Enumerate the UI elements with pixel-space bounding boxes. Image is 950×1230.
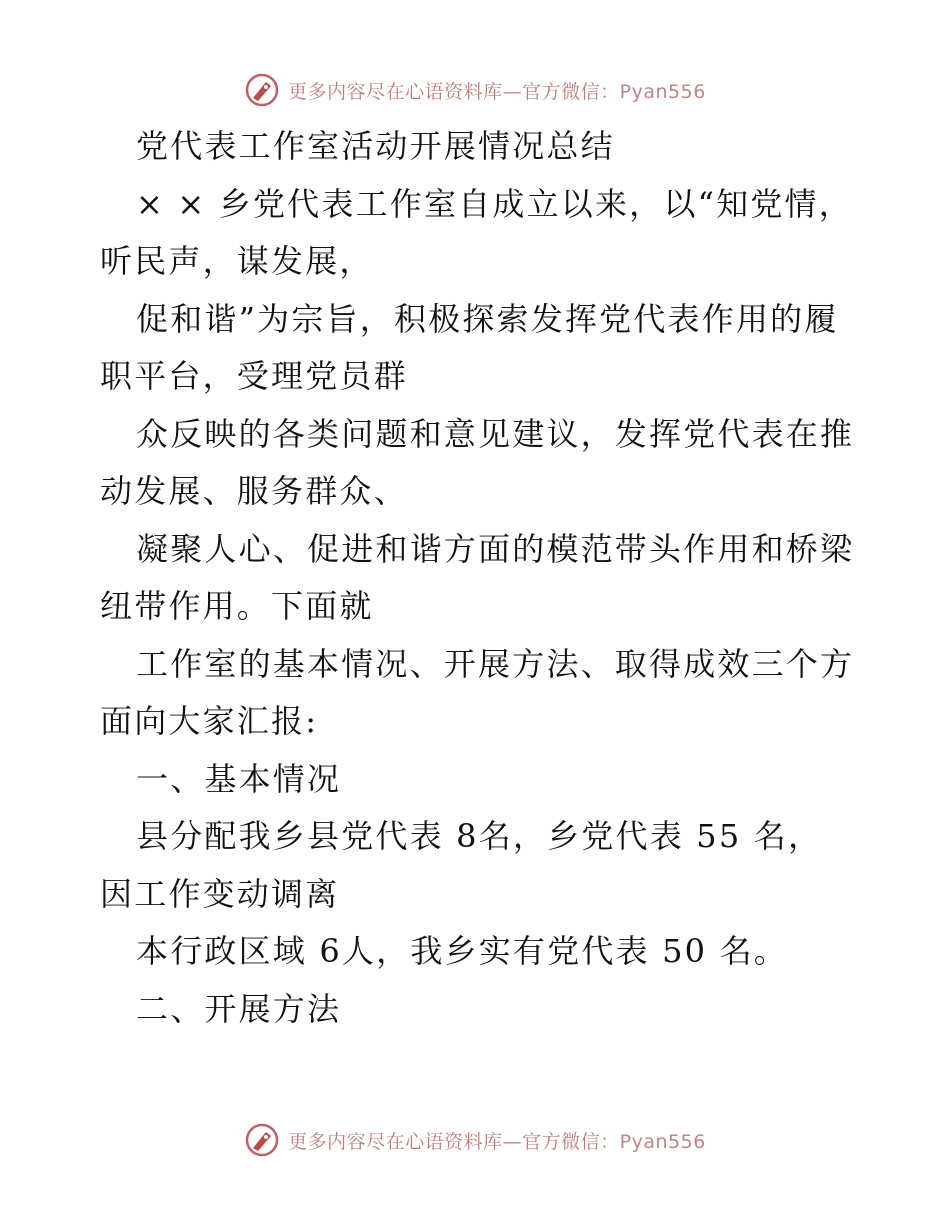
watermark-wechat-id: Pyan556 [619,1130,706,1153]
paragraph-line: 听民声，谋发展， [100,242,374,280]
watermark-wechat-id: Pyan556 [619,80,706,103]
watermark-text: 更多内容尽在心语资料库—官方微信： [288,80,620,103]
header-watermark [0,70,950,110]
paragraph-line: 众反映的各类问题和意见建议，发挥党代表在推 [136,414,855,453]
paragraph-line: 动发展、服务群众、 [100,472,408,510]
paragraph-line: 凝聚人心、促进和谐方面的模范带头作用和桥梁 [136,529,855,568]
document-body [100,118,860,1038]
pen-nib-icon [244,1122,280,1158]
section-heading: 一、基本情况 [136,759,342,798]
paragraph-line: 促和谐”为宗旨，积极探索发挥党代表作用的履 [136,299,839,338]
paragraph-line: 面向大家汇报: [100,702,319,740]
paragraph-line: 县分配我乡县党代表 8名，乡党代表 55 名， [136,817,823,855]
paragraph-line: 工作室的基本情况、开展方法、取得成效三个方 [136,644,855,683]
paragraph-line: × × 乡党代表工作室自成立以来，以“知党情， [136,184,853,223]
paragraph-line: 本行政区域 6人，我乡实有党代表 50 名。 [136,932,788,970]
document-title: 党代表工作室活动开展情况总结 [136,127,615,165]
paragraph-line: 职平台，受理党员群 [100,357,408,395]
footer-watermark [0,1120,950,1160]
section-heading: 二、开展方法 [136,989,342,1028]
watermark-text: 更多内容尽在心语资料库—官方微信： [288,1130,620,1153]
paragraph-line: 纽带作用。下面就 [100,587,374,625]
paragraph-line: 因工作变动调离 [100,874,340,913]
pen-nib-icon [244,72,280,108]
